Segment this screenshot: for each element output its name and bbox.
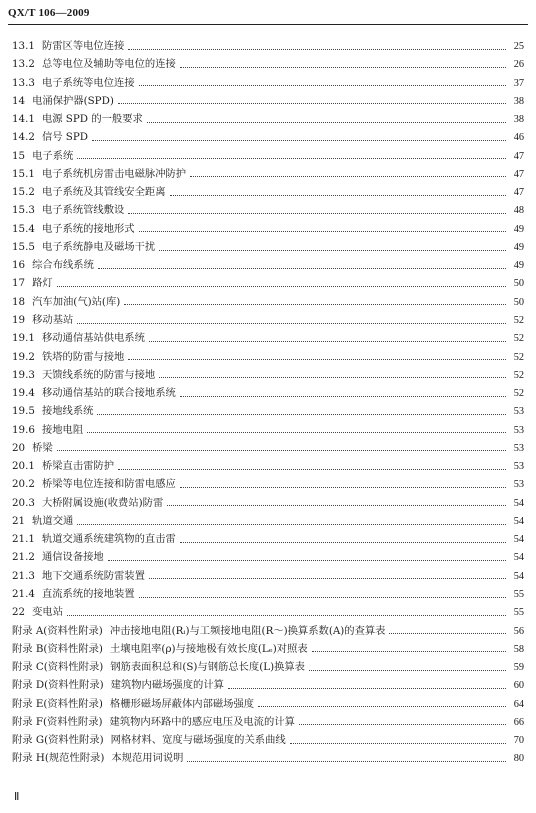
toc-entry[interactable] [12,494,524,512]
toc-entry-title: 综合布线系统 [32,259,94,272]
toc-entry-number: 13.2 [12,58,35,71]
toc-entry-number: 19 [12,313,26,326]
toc-entry-title: 轨道交通系统建筑物的直击雷 [41,533,176,546]
toc-entry[interactable] [12,475,524,493]
toc-entry-title: 电子系统机房雷击电磁脉冲防护 [41,167,187,180]
toc-entry-title: 铁塔的防雷与接地 [41,350,125,363]
toc-entry-page: 49 [513,223,524,235]
toc-entry-title: 接地线系统 [41,405,94,418]
toc-entry[interactable] [12,165,524,183]
toc-entry[interactable] [12,384,524,402]
toc-entry-page: 48 [513,205,524,217]
header-rule [8,24,528,25]
toc-dot-leader [108,559,506,561]
toc-dot-leader [167,504,506,506]
toc-entry[interactable] [12,695,524,713]
toc-entry[interactable] [12,439,524,457]
toc-entry-title: 总等电位及辅助等电位的连接 [41,58,176,71]
toc-dot-leader [170,194,507,196]
toc-entry-number: 21.1 [12,533,35,546]
toc-dot-leader [128,212,506,214]
toc-entry[interactable] [12,731,524,749]
toc-entry-page: 54 [513,552,524,564]
toc-entry-page: 53 [513,406,524,418]
toc-entry-page: 52 [513,333,524,345]
toc-entry[interactable] [12,421,524,439]
toc-entry[interactable] [12,530,524,548]
toc-entry-page: 54 [513,515,524,527]
toc-entry-page: 47 [513,187,524,199]
document-code: QX/T 106—2009 [8,7,90,19]
toc-entry-number: 19.1 [12,332,35,345]
toc-entry[interactable] [12,128,524,146]
toc-entry-page: 60 [513,680,524,692]
toc-entry-number: 19.4 [12,387,35,400]
toc-dot-leader [77,157,506,159]
toc-entry-number: 16 [12,259,26,272]
toc-dot-leader [139,230,506,232]
toc-entry-title: 通信设备接地 [41,551,104,564]
toc-entry-title: 建筑物内磁场强度的计算 [110,679,224,692]
toc-entry-title: 防雷区等电位连接 [41,40,125,52]
toc-entry[interactable] [12,311,524,329]
toc-entry-page: 53 [513,461,524,473]
toc-dot-leader [187,760,506,762]
toc-entry-page: 37 [513,77,524,89]
toc-dot-leader [97,413,506,415]
toc-entry[interactable] [12,622,524,640]
toc-dot-leader [299,723,506,725]
toc-entry-number: 附录 B(资料性附录) [12,642,103,655]
toc-entry-number: 附录 C(资料性附录) [12,661,104,674]
toc-entry[interactable] [12,183,524,201]
toc-entry-title: 地下交通系统防雷装置 [41,569,145,582]
toc-entry[interactable] [12,220,524,238]
toc-dot-leader [159,249,506,251]
toc-entry-page: 54 [513,570,524,582]
toc-entry[interactable] [12,238,524,256]
toc-dot-leader [228,687,506,689]
toc-entry-title: 网格材料、宽度与磁场强度的关系曲线 [110,734,286,747]
toc-entry-page: 53 [513,479,524,491]
toc-entry-number: 19.3 [12,368,35,381]
toc-entry-title: 移动通信基站供电系统 [41,332,145,345]
toc-entry-title: 电源 SPD 的一般要求 [41,113,143,126]
toc-entry-number: 20 [12,441,26,454]
toc-entry[interactable] [12,402,524,420]
toc-entry-page: 49 [513,241,524,253]
toc-dot-leader [67,614,506,616]
toc-entry-page: 52 [513,351,524,363]
toc-entry-number: 17 [12,277,26,290]
toc-entry[interactable] [12,201,524,219]
toc-entry-number: 22 [12,606,26,619]
toc-dot-leader [77,322,506,324]
toc-entry-number: 21.3 [12,569,35,582]
toc-entry[interactable] [12,274,524,292]
toc-dot-leader [180,395,506,397]
toc-dot-leader [92,139,506,141]
toc-entry-number: 21.2 [12,551,35,564]
toc-entry-page: 64 [513,698,524,710]
toc-entry[interactable] [12,603,524,621]
toc-entry-title: 汽车加油(气)站(库) [32,295,121,308]
toc-entry-title: 信号 SPD [41,131,89,144]
toc-entry[interactable] [12,749,524,767]
toc-entry[interactable] [12,585,524,603]
toc-entry-page: 80 [513,753,524,765]
toc-entry-page: 56 [513,625,524,637]
toc-entry-page: 53 [513,442,524,454]
toc-entry[interactable] [12,366,524,384]
toc-entry[interactable] [12,512,524,530]
toc-dot-leader [124,303,506,305]
toc-entry-title: 接地电阻 [41,423,84,436]
toc-entry-page: 70 [513,735,524,747]
toc-dot-leader [190,175,506,177]
toc-entry-title: 天馈线系统的防雷与接地 [41,368,156,381]
toc-entry[interactable] [12,548,524,566]
toc-entry-page: 66 [513,716,524,728]
toc-entry[interactable] [12,676,524,694]
toc-entry-title: 轨道交通 [32,514,74,527]
toc-dot-leader [128,48,506,50]
toc-entry-title: 电子系统及其管线安全距离 [41,186,166,199]
toc-entry-number: 21 [12,514,26,527]
toc-dot-leader [98,267,506,269]
toc-entry-page: 47 [513,168,524,180]
toc-entry-page: 52 [513,314,524,326]
toc-dot-leader [87,431,506,433]
toc-entry-title: 移动通信基站的联合接地系统 [41,387,176,400]
toc-entry-page: 52 [513,388,524,400]
toc-entry-number: 21.4 [12,587,35,600]
toc-entry-page: 59 [513,662,524,674]
toc-entry[interactable] [12,457,524,475]
toc-entry-title: 格栅形磁场屏蔽体内部磁场强度 [109,697,255,710]
toc-entry-title: 桥梁直击雷防护 [41,460,115,473]
toc-dot-leader [128,358,506,360]
toc-entry-number: 15.4 [12,222,35,235]
toc-entry-title: 路灯 [32,277,53,290]
toc-entry-page: 38 [513,95,524,107]
toc-entry-number: 15.3 [12,204,35,217]
toc-entry-number: 附录 A(资料性附录) [12,624,103,637]
toc-entry-number: 13.1 [12,40,35,52]
toc-entry-title: 桥梁等电位连接和防雷电感应 [41,478,176,491]
toc-dot-leader [139,596,506,598]
toc-entry-number: 15 [12,149,26,162]
toc-entry-number: 15.5 [12,240,35,253]
toc-entry-title: 钢筋表面积总和(S)与钢筋总长度(L)换算表 [110,661,305,674]
toc-dot-leader [258,705,506,707]
toc-entry-page: 47 [513,150,524,162]
toc-entry-number: 附录 D(资料性附录) [12,679,104,692]
toc-entry-page: 49 [513,260,524,272]
toc-dot-leader [118,102,506,104]
toc-entry-page: 58 [513,643,524,655]
toc-entry[interactable] [12,348,524,366]
toc-entry-number: 15.1 [12,167,35,180]
toc-dot-leader [118,468,506,470]
toc-entry-title: 冲击接地电阻(Rᵢ)与工频接地电阻(R～)换算系数(A)的查算表 [109,624,386,637]
toc-dot-leader [57,285,506,287]
toc-dot-leader [180,486,506,488]
toc-entry-title: 建筑物内环路中的感应电压及电流的计算 [109,715,295,728]
toc-entry-title: 土壤电阻率(ρ)与接地极有效长度(Lₑ)对照表 [109,642,308,655]
toc-entry-number: 14.2 [12,131,35,144]
toc-entry[interactable] [12,713,524,731]
toc-entry-page: 50 [513,296,524,308]
toc-entry-number: 14 [12,94,26,107]
toc-entry-title: 电涌保护器(SPD) [32,94,114,107]
toc-entry-page: 54 [513,497,524,509]
toc-dot-leader [312,650,506,652]
toc-entry-page: 38 [513,114,524,126]
toc-entry[interactable] [12,658,524,676]
toc-dot-leader [309,669,506,671]
toc-dot-leader [180,541,506,543]
toc-entry-title: 变电站 [32,606,63,619]
toc-dot-leader [77,523,506,525]
toc-entry-number: 19.5 [12,405,35,418]
toc-entry[interactable] [12,92,524,110]
toc-entry-page: 55 [513,588,524,600]
toc-dot-leader [159,376,506,378]
toc-entry[interactable] [12,147,524,165]
toc-entry[interactable] [12,37,524,55]
toc-entry-title: 电子系统的接地形式 [41,222,135,235]
toc-entry-number: 15.2 [12,186,35,199]
toc-entry-title: 桥梁 [32,441,53,454]
toc-entry-number: 附录 F(资料性附录) [12,715,103,728]
toc-entry-page: 46 [513,132,524,144]
toc-entry[interactable] [12,329,524,347]
toc-dot-leader [139,84,506,86]
toc-entry-number: 19.2 [12,350,35,363]
toc-entry[interactable] [12,110,524,128]
toc-entry[interactable] [12,567,524,585]
page-number: Ⅱ [14,791,20,803]
toc-entry-title: 电子系统 [32,149,74,162]
toc-dot-leader [389,632,506,634]
toc-entry-number: 18 [12,295,26,308]
toc-dot-leader [149,340,506,342]
table-of-contents [12,37,524,768]
toc-entry-number: 14.1 [12,113,35,126]
toc-entry[interactable] [12,74,524,92]
toc-entry-title: 移动基站 [32,313,74,326]
toc-entry-page: 25 [513,41,524,52]
toc-entry-page: 53 [513,424,524,436]
toc-entry-title: 本规范用词说明 [111,752,184,765]
toc-entry-title: 电子系统等电位连接 [41,76,135,89]
toc-entry-page: 55 [513,607,524,619]
toc-entry-number: 13.3 [12,76,35,89]
toc-entry-title: 电子系统管线敷设 [41,204,125,217]
toc-dot-leader [149,577,506,579]
toc-dot-leader [180,66,506,68]
toc-entry-number: 附录 H(规范性附录) [12,752,105,765]
toc-entry[interactable] [12,55,524,73]
toc-entry-title: 直流系统的接地装置 [41,587,135,600]
toc-entry-number: 20.3 [12,496,35,509]
toc-dot-leader [57,449,506,451]
toc-entry-number: 20.2 [12,478,35,491]
toc-entry-title: 电子系统静电及磁场干扰 [41,240,156,253]
toc-entry[interactable] [12,293,524,311]
toc-entry[interactable] [12,640,524,658]
toc-entry-number: 20.1 [12,460,35,473]
toc-entry-number: 19.6 [12,423,35,436]
toc-entry-title: 大桥附属设施(收费站)防雷 [41,496,164,509]
toc-entry[interactable] [12,256,524,274]
toc-dot-leader [290,742,506,744]
toc-entry-page: 26 [513,59,524,71]
toc-entry-page: 54 [513,534,524,546]
toc-entry-page: 52 [513,369,524,381]
toc-entry-number: 附录 E(资料性附录) [12,697,103,710]
toc-entry-number: 附录 G(资料性附录) [12,734,104,747]
toc-entry-page: 50 [513,278,524,290]
toc-dot-leader [147,121,506,123]
